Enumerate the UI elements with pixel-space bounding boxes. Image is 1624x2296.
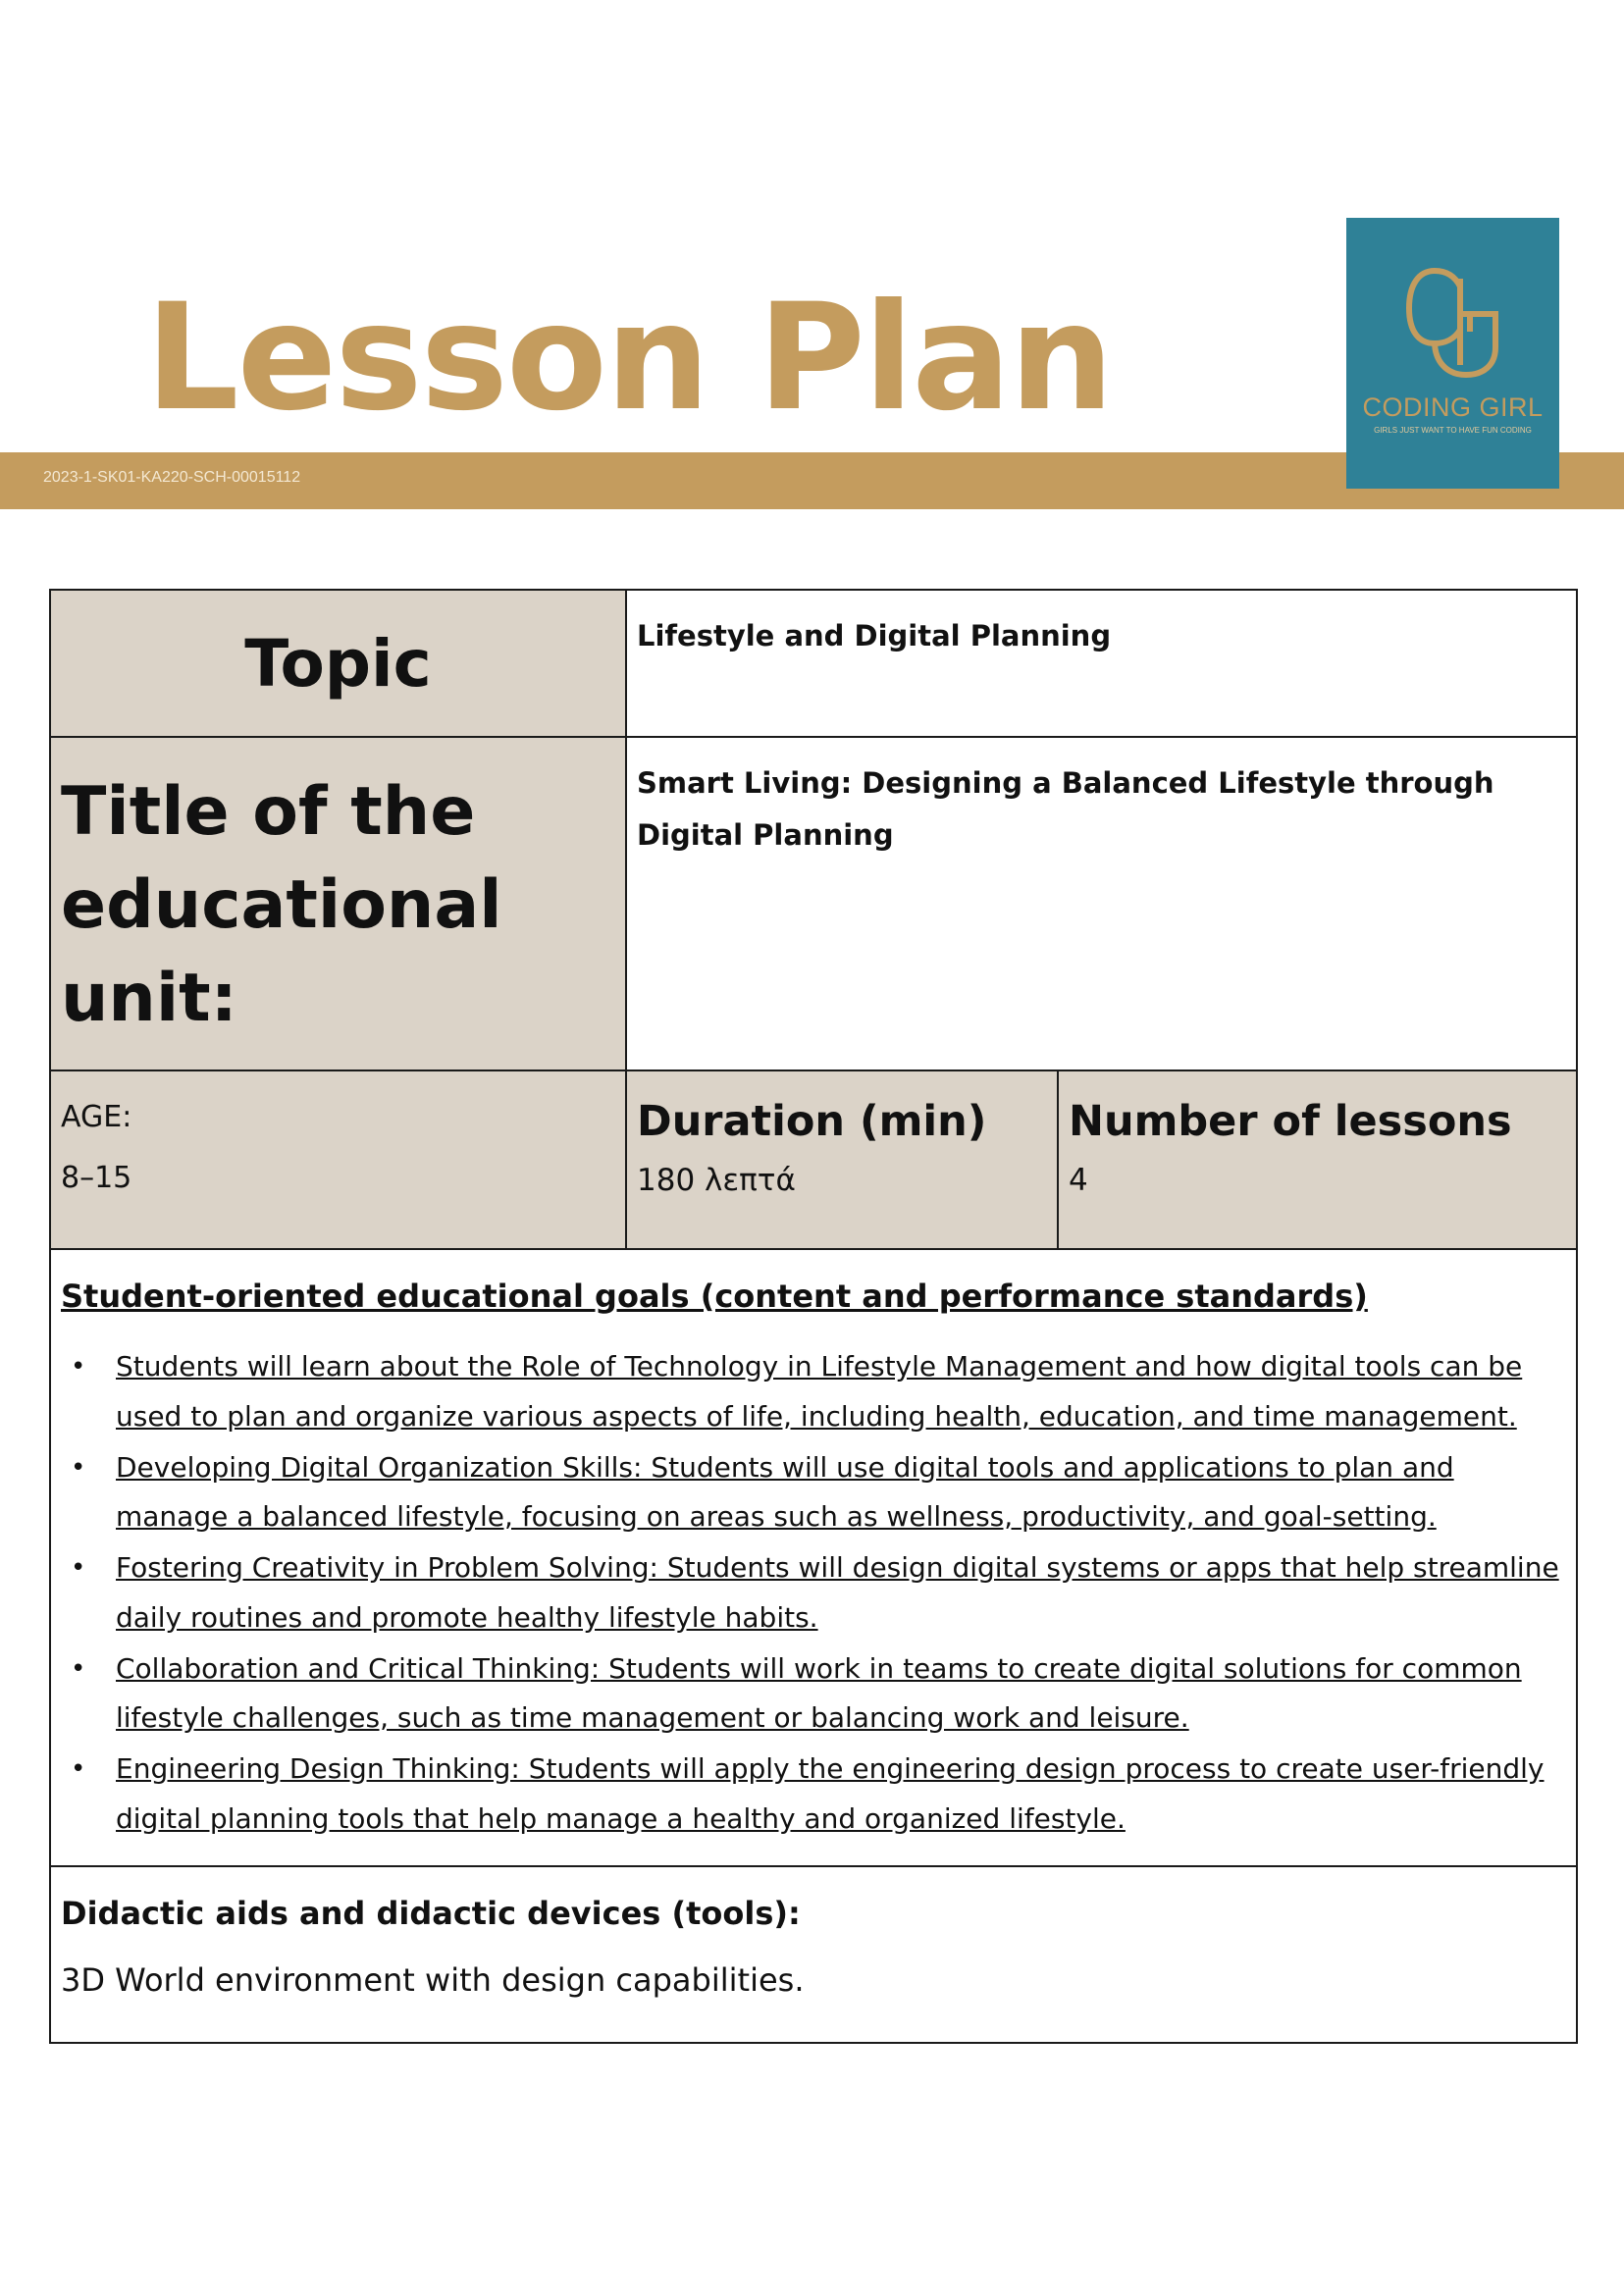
unit-row bbox=[50, 737, 1577, 1070]
goals-cell bbox=[50, 1249, 1577, 1866]
lesson-plan-table bbox=[49, 589, 1578, 2044]
aids-text: 3D World environment with design capabilities. bbox=[61, 1960, 805, 1999]
age-value: 8–15 bbox=[61, 1161, 132, 1195]
duration-label: Duration (min) bbox=[637, 1097, 987, 1146]
page-title: Lesson Plan bbox=[145, 273, 1113, 444]
aids-title: Didactic aids and didactic devices (tools): bbox=[61, 1894, 801, 1932]
unit-value-cell bbox=[626, 737, 1577, 1070]
meta-row bbox=[50, 1070, 1577, 1249]
bullet-icon: • bbox=[71, 1754, 86, 1784]
cg-monogram-icon bbox=[1401, 259, 1505, 387]
goal-item: • Developing Digital Organization Skills: Students will use digital tools and applications to plan and manage a balanced lifestyle, focusing on areas such as wellness, productivity, and goal-setting. bbox=[61, 1443, 1566, 1542]
coding-girl-logo bbox=[1346, 218, 1559, 489]
unit-label-cell bbox=[50, 737, 626, 1070]
goal-item: • Students will learn about the Role of Technology in Lifestyle Management and how digital tools can be used to plan and organize various aspects of life, including health, education, and time management. bbox=[61, 1342, 1566, 1441]
bullet-icon: • bbox=[71, 1352, 86, 1382]
age-cell bbox=[50, 1070, 626, 1249]
aids-row bbox=[50, 1866, 1577, 2043]
lessons-cell bbox=[1058, 1070, 1577, 1249]
unit-label: Title of the educational unit: bbox=[61, 773, 502, 1037]
goal-item: • Collaboration and Critical Thinking: Students will work in teams to create digital solutions for common lifestyle challenges, such as time management or balancing work and leisure. bbox=[61, 1644, 1566, 1744]
topic-label-cell bbox=[50, 590, 626, 737]
aids-cell bbox=[50, 1866, 1577, 2043]
topic-label: Topic bbox=[244, 626, 432, 702]
goal-item: • Fostering Creativity in Problem Solving: Students will design digital systems or apps that help streamline daily routines and promote healthy lifestyle habits. bbox=[61, 1543, 1566, 1643]
topic-value: Lifestyle and Digital Planning bbox=[637, 619, 1112, 652]
lessons-label: Number of lessons bbox=[1069, 1097, 1512, 1146]
duration-value: 180 λεπτά bbox=[637, 1163, 796, 1198]
topic-value-cell bbox=[626, 590, 1577, 737]
topic-row bbox=[50, 590, 1577, 737]
goals-title: Student-oriented educational goals (content and performance standards) bbox=[61, 1278, 1368, 1315]
bullet-icon: • bbox=[71, 1653, 86, 1684]
bullet-icon: • bbox=[71, 1553, 86, 1583]
unit-value: Smart Living: Designing a Balanced Lifestyle through Digital Planning bbox=[637, 766, 1494, 852]
age-label: AGE: bbox=[61, 1100, 132, 1134]
bullet-icon: • bbox=[71, 1452, 86, 1483]
logo-name: CODING GIRL bbox=[1362, 392, 1544, 422]
logo-tagline: GIRLS JUST WANT TO HAVE FUN CODING bbox=[1374, 426, 1532, 435]
goal-item: • Engineering Design Thinking: Students will apply the engineering design process to create user-friendly digital planning tools that help manage a healthy and organized lifestyle. bbox=[61, 1745, 1566, 1844]
lessons-value: 4 bbox=[1069, 1163, 1088, 1198]
goals-list bbox=[61, 1342, 1566, 1844]
goals-row bbox=[50, 1249, 1577, 1866]
duration-cell bbox=[626, 1070, 1058, 1249]
project-code: 2023-1-SK01-KA220-SCH-00015112 bbox=[43, 469, 301, 486]
